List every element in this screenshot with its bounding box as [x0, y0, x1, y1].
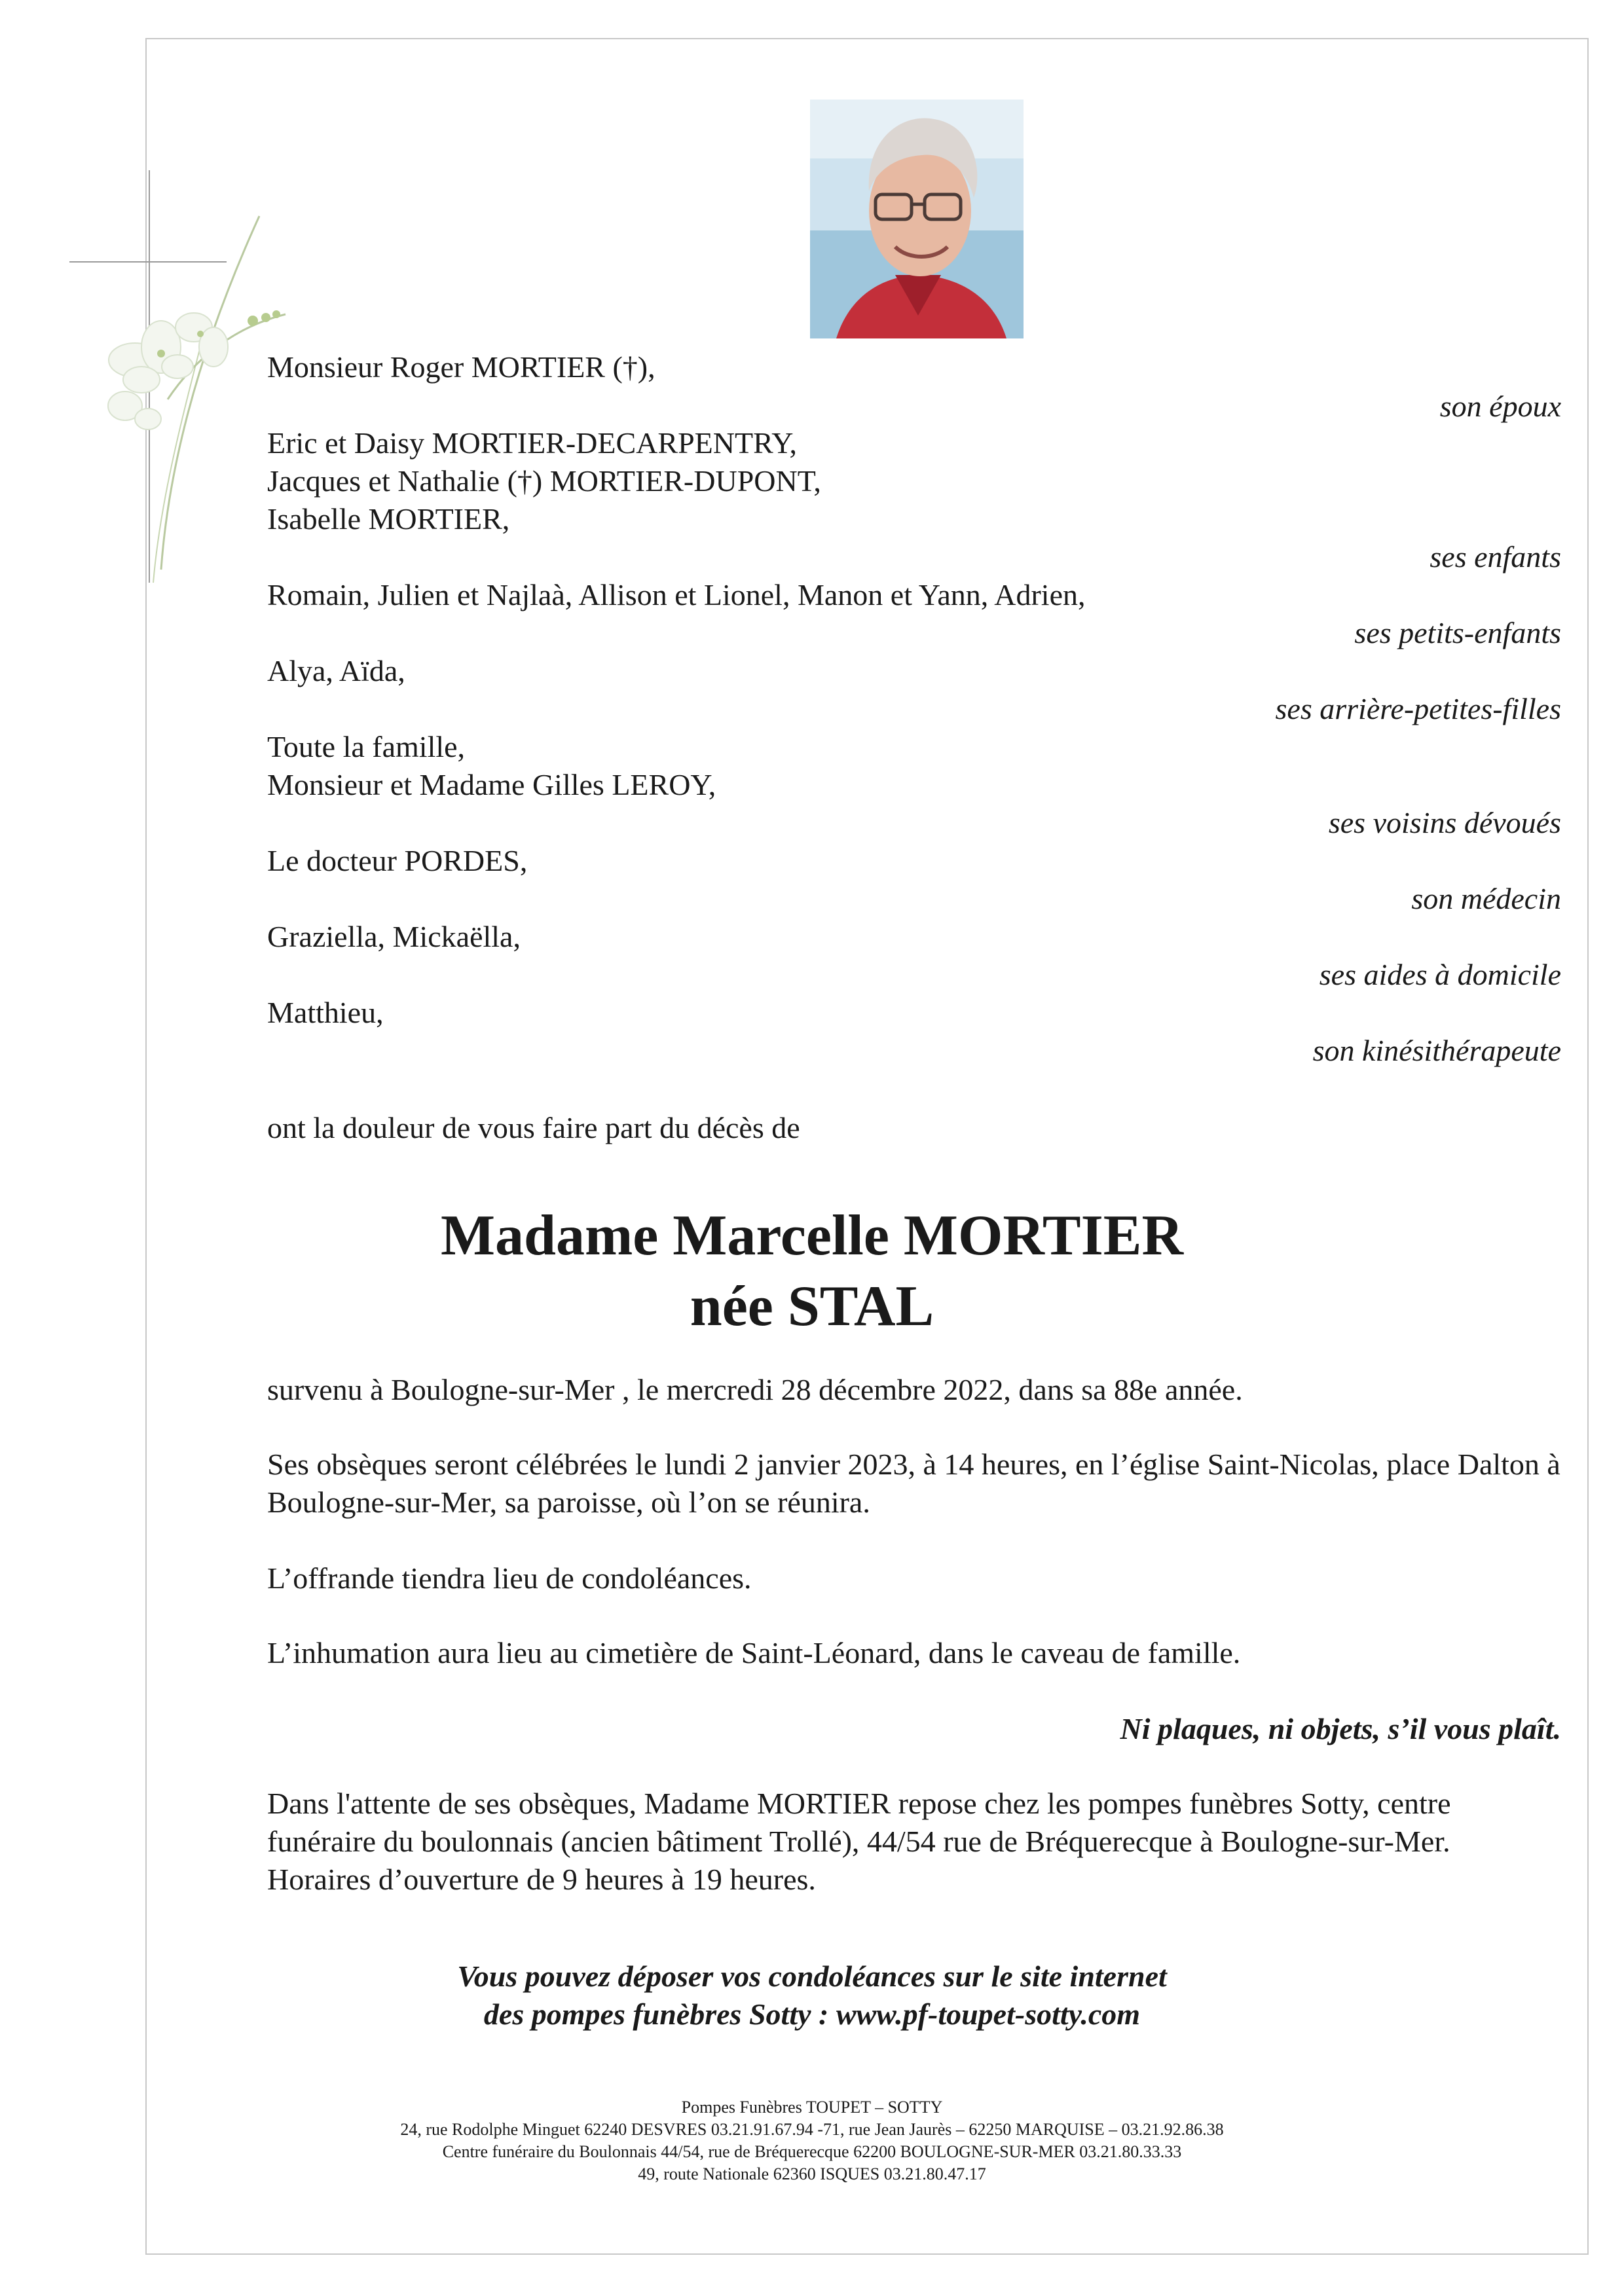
relative-doctor: Le docteur PORDES, [267, 844, 528, 877]
relative-neighbours: Monsieur et Madame Gilles LEROY, [267, 768, 716, 801]
portrait-photo [810, 100, 1024, 338]
relative-child: Jacques et Nathalie (†) MORTIER-DUPONT, [267, 464, 821, 498]
footer-address: 49, route Nationale 62360 ISQUES 03.21.80.47.17 [638, 2164, 986, 2183]
relation-label: son époux [1439, 390, 1561, 423]
offering-note: L’offrande tiendra lieu de condoléances. [267, 1561, 752, 1595]
condolences-website: des pompes funèbres Sotty : www.pf-toupet-sotty.com [483, 1997, 1141, 2031]
relative-child: Eric et Daisy MORTIER-DECARPENTRY, [267, 426, 798, 460]
no-flowers-note: Ni plaques, ni objets, s’il vous plaît. [1120, 1712, 1561, 1745]
rest-details-line: funéraire du boulonnais (ancien bâtiment Trollé), 44/54 rue de Bréquerecque à Boulogne-sur-Mer. [267, 1825, 1450, 1858]
relation-label: son kinésithérapeute [1312, 1034, 1561, 1067]
funeral-details: Ses obsèques seront célébrées le lundi 2 janvier 2023, à 14 heures, en l’église Saint-Nicolas, place Dalton à Boulogne-sur-Mer, sa paroisse, où l’on se réunira. [267, 1448, 1560, 1519]
deceased-name: Madame Marcelle MORTIER [440, 1204, 1184, 1267]
rest-details-line: Horaires d’ouverture de 9 heures à 19 heures. [267, 1863, 816, 1896]
relative-physiotherapist: Matthieu, [267, 996, 384, 1029]
deceased-maiden-name: née STAL [690, 1275, 934, 1338]
burial-details: L’inhumation aura lieu au cimetière de Saint-Léonard, dans le caveau de famille. [267, 1636, 1241, 1669]
cross-orchid-decoration [63, 164, 299, 596]
relation-label: ses voisins dévoués [1328, 806, 1561, 839]
footer-address: 24, rue Rodolphe Minguet 62240 DESVRES 03.21.91.67.94 -71, rue Jean Jaurès – 62250 MARQUISE – 03.21.92.86.38 [400, 2120, 1224, 2139]
footer-address: Centre funéraire du Boulonnais 44/54, rue de Bréquerecque 62200 BOULOGNE-SUR-MER 03.21.80.33.33 [442, 2142, 1182, 2161]
relation-label: son médecin [1411, 882, 1561, 915]
relative-great-grandchildren: Alya, Aïda, [267, 654, 405, 687]
condolences-line: Vous pouvez déposer vos condoléances sur le site internet [457, 1959, 1167, 1993]
relation-label: ses aides à domicile [1319, 958, 1561, 991]
announcement-text: ont la douleur de vous faire part du décès de [267, 1111, 800, 1144]
relative-family: Toute la famille, [267, 730, 466, 763]
relation-label: ses petits-enfants [1354, 616, 1561, 649]
rest-details-line: Dans l'attente de ses obsèques, Madame MORTIER repose chez les pompes funèbres Sotty, centre [267, 1787, 1451, 1820]
relation-label: ses arrière-petites-filles [1275, 692, 1561, 725]
relative-spouse: Monsieur Roger MORTIER (†), [267, 350, 655, 384]
relative-grandchildren: Romain, Julien et Najlaà, Allison et Lionel, Manon et Yann, Adrien, [267, 578, 1086, 611]
footer-company: Pompes Funèbres TOUPET – SOTTY [681, 2098, 943, 2117]
relation-label: ses enfants [1430, 540, 1561, 574]
relative-home-aides: Graziella, Mickaëlla, [267, 920, 521, 953]
relative-child: Isabelle MORTIER, [267, 502, 510, 536]
death-details: survenu à Boulogne-sur-Mer , le mercredi 28 décembre 2022, dans sa 88e année. [267, 1373, 1243, 1406]
